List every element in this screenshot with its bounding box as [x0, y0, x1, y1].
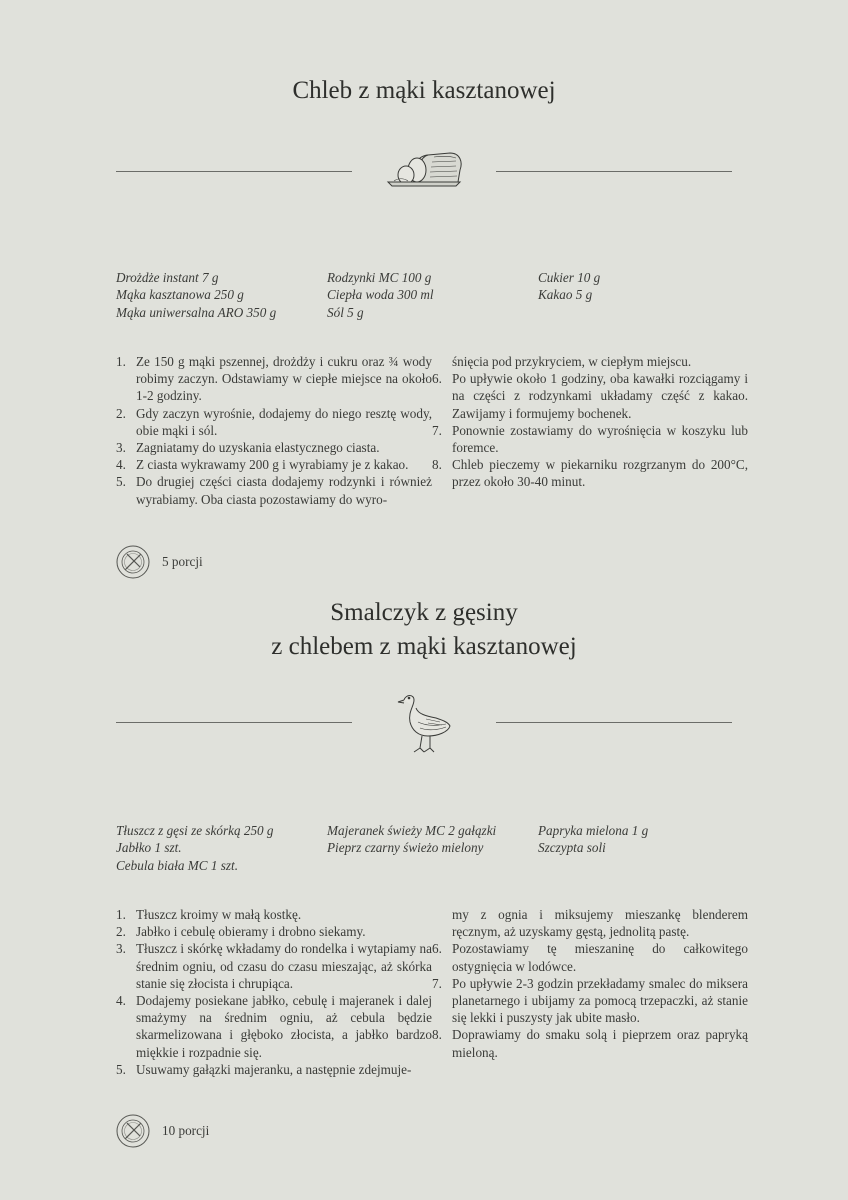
ingredient: Kakao 5 g [538, 287, 593, 303]
step: 8. Doprawiamy do smaku solą i pieprzem oraz papryką mieloną. [432, 1027, 748, 1060]
ingredient: Rodzynki MC 100 g [327, 270, 432, 285]
ingredients-column-2 [327, 269, 537, 321]
recipe-title: Chleb z mąki kasztanowej [292, 77, 556, 104]
step: 3. Tłuszcz i skórkę wkładamy do rondelka i wytapiamy na średnim ogniu, od czasu do czasu mieszając, aż skórka stanie się złocista i chrupiąca. [116, 941, 432, 991]
servings [116, 1114, 209, 1148]
plate-cutlery-icon [116, 545, 150, 579]
step: 2. Jabłko i cebulę obieramy i drobno siekamy. [116, 924, 366, 940]
ingredient: Papryka mielona 1 g [538, 823, 649, 838]
ingredient: Pieprz czarny świeżo mielony [327, 840, 484, 856]
plate-cutlery-icon [116, 1114, 150, 1148]
step: 5. Do drugiej części ciasta dodajemy rodzynki i również wyrabiamy. Oba ciasta pozostawiamy do wyro- [116, 474, 432, 507]
step-continued: my z ognia i miksujemy mieszankę blenderem ręcznym, aż uzyskamy gęstą, jednolitą pastę. [452, 907, 748, 940]
divider-right [496, 722, 732, 723]
divider-left [116, 171, 352, 172]
ingredients-column-3 [538, 269, 748, 304]
servings [116, 545, 203, 579]
steps-left-column [116, 353, 432, 508]
step: 6. Pozostawiamy tę mieszaninę do całkowitego ostygnięcia w lodówce. [432, 941, 748, 974]
steps-right-column [432, 906, 748, 1061]
ingredients-column-1 [116, 822, 326, 874]
goose-illustration [396, 692, 452, 758]
steps-left-column [116, 906, 432, 1078]
ingredients-column-1 [116, 269, 326, 321]
ingredient: Majeranek świeży MC 2 gałązki [327, 823, 497, 838]
ingredient: Cukier 10 g [538, 270, 601, 285]
step: 8. Chleb pieczemy w piekarniku rozgrzanym do 200°C, przez około 30-40 minut. [432, 457, 748, 490]
divider-right [496, 171, 732, 172]
step: 1. Tłuszcz kroimy w małą kostkę. [116, 907, 302, 922]
ingredient: Mąka uniwersalna ARO 350 g [116, 304, 277, 320]
recipe-title-line-1: Smalczyk z gęsiny [330, 599, 518, 626]
step: 6. Po upływie około 1 godziny, oba kawałki rozciągamy i na części z rodzynkami układamy część z kakao. Zawijamy i formujemy bochenek. [432, 371, 748, 421]
recipe-title-line-2: z chlebem z mąki kasztanowej [271, 633, 577, 660]
servings-label: 10 porcji [162, 1123, 210, 1138]
ingredients-column-3 [538, 822, 748, 857]
step: 3. Zagniatamy do uzyskania elastycznego ciasta. [116, 440, 380, 456]
ingredient: Szczypta soli [538, 840, 606, 856]
step-continued: śnięcia pod przykryciem, w ciepłym miejscu. [452, 354, 692, 369]
step: 4. Z ciasta wykrawamy 200 g i wyrabiamy je z kakao. [116, 457, 409, 473]
ingredients-column-2 [327, 822, 537, 857]
steps-right-column [432, 353, 748, 491]
ingredient: Sól 5 g [327, 304, 364, 320]
bread-illustration [384, 148, 464, 190]
step: 2. Gdy zaczyn wyrośnie, dodajemy do niego resztę wody, obie mąki i sól. [116, 405, 432, 438]
ingredient: Jabłko 1 szt. [116, 840, 182, 856]
ingredient: Drożdże instant 7 g [116, 270, 219, 285]
step: 7. Ponownie zostawiamy do wyrośnięcia w koszyku lub foremce. [432, 422, 748, 456]
ingredient: Mąka kasztanowa 250 g [116, 287, 244, 303]
step: 7. Po upływie 2-3 godzin przekładamy smalec do miksera planetarnego i ubijamy za pomocą trzepaczki, aż stanie się lekki i puszysty jak ubite masło. [432, 975, 748, 1026]
step: 4. Dodajemy posiekane jabłko, cebulę i majeranek i dalej smażymy na średnim ogniu, aż cebula będzie skarmelizowana i głęboko złocista, a jabłko bardzo miękkie i rozpadnie się. [116, 993, 432, 1060]
ingredient: Cebula biała MC 1 szt. [116, 857, 238, 873]
ingredient: Tłuszcz z gęsi ze skórką 250 g [116, 823, 274, 838]
step: 5. Usuwamy gałązki majeranku, a następnie zdejmuje- [116, 1061, 412, 1077]
step: 1. Ze 150 g mąki pszennej, drożdży i cukru oraz ¾ wody robimy zaczyn. Odstawiamy w ciepłe miejsce na około 1-2 godziny. [116, 354, 432, 404]
divider-left [116, 722, 352, 723]
ingredient: Ciepła woda 300 ml [327, 287, 434, 303]
servings-label: 5 porcji [162, 554, 203, 569]
